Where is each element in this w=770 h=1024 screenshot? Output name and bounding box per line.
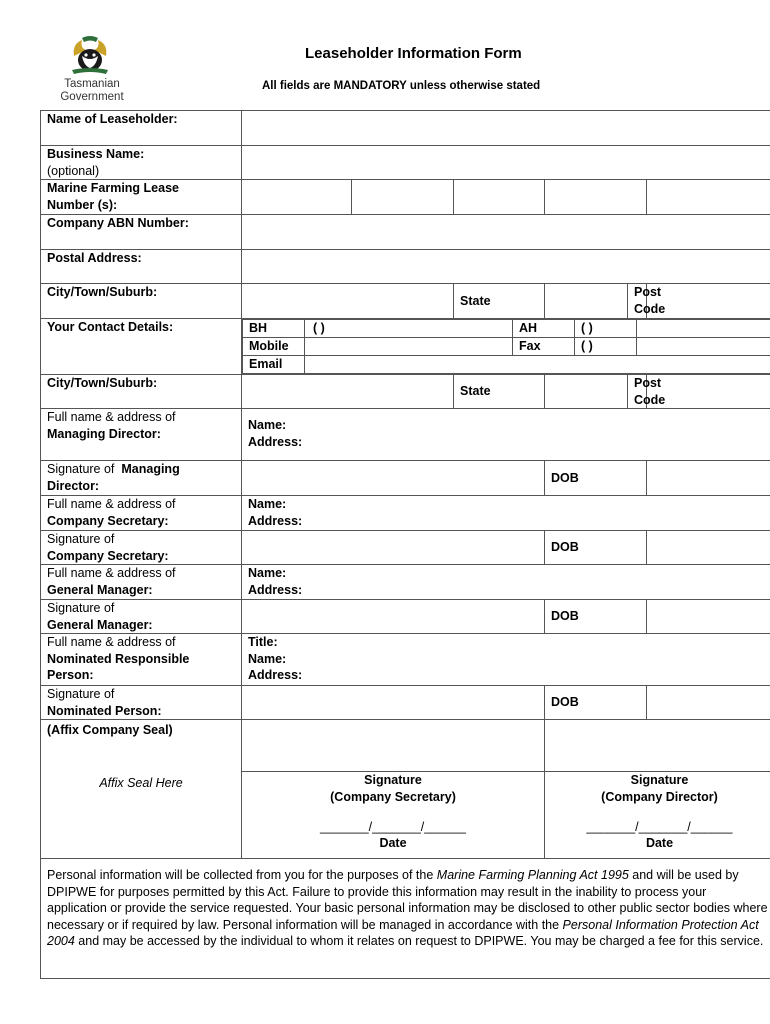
input-fax-number[interactable] bbox=[637, 338, 770, 356]
input-md-dob[interactable] bbox=[647, 461, 770, 496]
label-nrp-details: Full name & address of Nominated Responsible Person: bbox=[41, 634, 242, 686]
leaseholder-form-table bbox=[40, 110, 770, 979]
input-city-1[interactable] bbox=[242, 284, 454, 319]
label-affix-company-seal: (Affix Company Seal) bbox=[47, 723, 173, 737]
input-gm-signature[interactable] bbox=[242, 600, 545, 634]
page-title: Leaseholder Information Form bbox=[305, 45, 522, 62]
caption-sig-company-director: Signature (Company Director) bbox=[545, 772, 770, 807]
input-gm-details[interactable]: Name: Address: bbox=[242, 565, 770, 600]
input-fax[interactable]: ( ) bbox=[575, 338, 637, 356]
label-city-1: City/Town/Suburb: bbox=[41, 284, 242, 319]
input-ah-phone-number[interactable] bbox=[637, 320, 770, 338]
input-name-of-leaseholder[interactable] bbox=[242, 111, 770, 146]
input-lease-number-5[interactable] bbox=[647, 180, 770, 215]
input-city-2[interactable] bbox=[242, 375, 454, 409]
input-state-2[interactable] bbox=[545, 375, 628, 409]
label-gm-dob: DOB bbox=[545, 600, 647, 634]
input-ah-phone[interactable]: ( ) bbox=[575, 320, 637, 338]
label-abn: Company ABN Number: bbox=[41, 215, 242, 250]
input-np-signature[interactable] bbox=[242, 686, 545, 720]
input-nrp-details[interactable]: Title: Name: Address: bbox=[242, 634, 770, 686]
label-md-signature: Signature of Managing Director: bbox=[41, 461, 242, 496]
logo-text-government: Government bbox=[60, 91, 124, 103]
input-lease-number-4[interactable] bbox=[545, 180, 647, 215]
input-md-details[interactable]: Name: Address: bbox=[242, 409, 770, 461]
label-email: Email bbox=[243, 356, 305, 374]
input-lease-number-3[interactable] bbox=[454, 180, 545, 215]
label-city-2: City/Town/Suburb: bbox=[41, 375, 242, 409]
date-company-director[interactable]: _______/_______/______ Date bbox=[545, 807, 770, 859]
act-reference-marine-farming: Marine Farming Planning Act 1995 bbox=[436, 868, 629, 882]
input-md-signature[interactable] bbox=[242, 461, 545, 496]
label-gm-signature: Signature of General Manager: bbox=[41, 600, 242, 634]
input-mobile[interactable] bbox=[305, 338, 513, 356]
label-cs-dob: DOB bbox=[545, 531, 647, 565]
label-cs-details: Full name & address of Company Secretary: bbox=[41, 496, 242, 531]
label-business-name: Business Name: (optional) bbox=[41, 146, 242, 180]
input-gm-dob[interactable] bbox=[647, 600, 770, 634]
input-cs-details[interactable]: Name: Address: bbox=[242, 496, 770, 531]
label-postcode-1: Post Code bbox=[628, 284, 647, 319]
signature-box-company-secretary[interactable] bbox=[242, 720, 545, 772]
label-state-2: State bbox=[454, 375, 545, 409]
label-fax: Fax bbox=[513, 338, 575, 356]
input-lease-number-2[interactable] bbox=[352, 180, 454, 215]
label-np-dob: DOB bbox=[545, 686, 647, 720]
label-np-signature: Signature of Nominated Person: bbox=[41, 686, 242, 720]
input-state-1[interactable] bbox=[545, 284, 628, 319]
input-postal-address[interactable] bbox=[242, 250, 770, 284]
privacy-statement: Personal information will be collected from you for the purposes of the Marine Farming Planning Act 1995 and will be used by DPIPWE for purposes permitted by this Act. Failure to provide this information may result in the inability to process your application or provide the service requested. Your basic personal information may be disclosed to other public sector bodies where necessary or if required by law. Personal information will be managed in accordance with the Personal Information Protection Act 2004 and may be accessed by the individual to whom it relates on request to DPIPWE. You may be charged a fee for this service. bbox=[41, 859, 770, 979]
input-business-name[interactable] bbox=[242, 146, 770, 180]
signature-box-company-director[interactable] bbox=[545, 720, 770, 772]
act-reference-privacy: Personal Information Protection Act 2004 bbox=[47, 917, 759, 948]
label-gm-details: Full name & address of General Manager: bbox=[41, 565, 242, 600]
label-ah: AH bbox=[513, 320, 575, 338]
label-affix-seal-here: Affix Seal Here bbox=[99, 775, 183, 790]
label-postcode-2: Post Code bbox=[628, 375, 647, 409]
tasmanian-government-logo bbox=[50, 36, 140, 108]
input-postcode-2[interactable] bbox=[647, 375, 770, 409]
label-md-dob: DOB bbox=[545, 461, 647, 496]
label-name-of-leaseholder: Name of Leaseholder: bbox=[41, 111, 242, 146]
input-bh-phone[interactable]: ( ) bbox=[305, 320, 513, 338]
input-np-dob[interactable] bbox=[647, 686, 770, 720]
input-abn[interactable] bbox=[242, 215, 770, 250]
label-contact-details: Your Contact Details: bbox=[41, 319, 242, 375]
date-company-secretary[interactable]: _______/_______/______ Date bbox=[242, 807, 545, 859]
label-cs-signature: Signature of Company Secretary: bbox=[41, 531, 242, 565]
label-postal-address: Postal Address: bbox=[41, 250, 242, 284]
label-lease-numbers: Marine Farming Lease Number (s): bbox=[41, 180, 242, 215]
input-email[interactable] bbox=[305, 356, 770, 374]
input-postcode-1[interactable] bbox=[647, 284, 770, 319]
company-seal-area[interactable] bbox=[41, 720, 242, 859]
input-cs-signature[interactable] bbox=[242, 531, 545, 565]
label-md-details: Full name & address of Managing Director: bbox=[41, 409, 242, 461]
input-cs-dob[interactable] bbox=[647, 531, 770, 565]
label-mobile: Mobile bbox=[243, 338, 305, 356]
caption-sig-company-secretary: Signature (Company Secretary) bbox=[242, 772, 545, 807]
page-subtitle: All fields are MANDATORY unless otherwise stated bbox=[262, 80, 541, 92]
label-bh: BH bbox=[243, 320, 305, 338]
input-lease-number-1[interactable] bbox=[242, 180, 352, 215]
logo-text-tasmanian: Tasmanian bbox=[64, 78, 120, 90]
contact-details-grid bbox=[242, 319, 770, 375]
label-state-1: State bbox=[454, 284, 545, 319]
tasmanian-devil-logo-icon bbox=[68, 36, 112, 78]
